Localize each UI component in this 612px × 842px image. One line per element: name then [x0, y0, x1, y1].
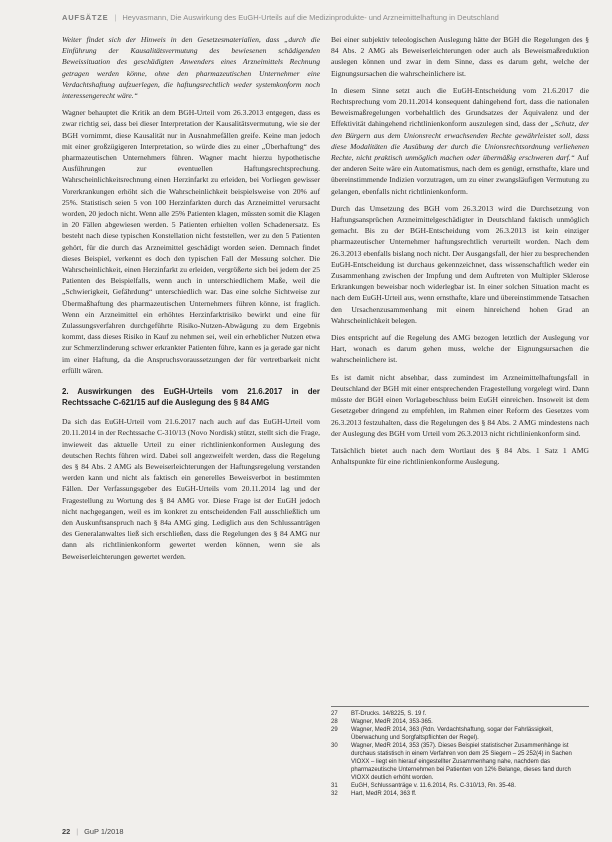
journal-issue: GuP 1/2018: [84, 827, 124, 836]
footnote-text: Wagner, MedR 2014, 353 (357). Dieses Beispiel statistischer Zusammenhänge ist durchaus statistisch in einem Verfahren von dem 25 Siegern – 25 252(4) in Sachen VIOXX – liegt ein hierauf eingestellter Zusammenhang nahe, nachdem das pharmazeutische Unternehmen bei Patienten von 12% Belange, dieses fand durch VIOXX deutlich erhöht worden.: [351, 743, 572, 781]
left-column: [62, 34, 320, 568]
footnote-number: 32: [331, 791, 338, 797]
section-label: AUFSÄTZE: [62, 12, 109, 22]
paragraph-intro: In diesem Sinne setzt auch die EuGH-Entscheidung vom 21.6.2017 die Rechtsprechung vom 20.11.2014 konsequent dahingehend fort, dass die nationalen Beweismaßregelungen vorbehaltlich des Grundsatzes der Äquivalenz und der Effektivität dahingehend richtlinienkonform auszulegen sind, dass der: [331, 85, 589, 129]
footnote-text: Hart, MedR 2014, 363 ff.: [351, 791, 417, 797]
footnote-text: Wagner, MedR 2014, 353-365.: [351, 719, 433, 725]
footnote-number: 29: [331, 727, 338, 733]
right-column: [331, 34, 589, 473]
paragraph: Bei einer subjektiv teleologischen Auslegung hätte der BGH die Regelungen des § 84 Abs. 2 AMG als Beweiserleichterungen oder auch als Beweismaßreduktion auslegen können und zwar in dem Sinne, dass es darum geht, welche der Eignungsursachen die wahrscheinlichere ist.: [331, 35, 589, 78]
paragraph: Es ist damit nicht absehbar, dass zumindest im Arzneimittelhaftungsfall in Deutschland der BGH mit einer entsprechenden Fragestellung vorgelegt wird. Dann müsste der BGH einen Vorlagebeschluss beim EuGH einreichen. Insoweit ist dem Gesetzgeber dringend zu empfehlen, im Rahmen einer Reform des Gesetzes vom 26.3.2013 festzuhalten, dass die Regelungen des § 84 Abs. 2 AMG mindestens nach der Auslegung des BGH vom Urteil vom 26.3.2013 nicht richtlinienkonform sind.: [331, 372, 589, 438]
running-title: Heyvasmann, Die Auswirkung des EuGH-Urteils auf die Medizinprodukte- und Arzneimittelhaftung in Deutschland: [122, 12, 499, 22]
running-header: [62, 10, 582, 24]
block-quote: „Schutz, der den Bürgern aus dem Unionsrecht erwachsenden Rechte gewährleistet soll, dass diese Modalitäten die Ausübung der durch die Unionsrechtsordnung verliehenen Rechte, nicht praktisch unmöglich machen oder übermäßig erschweren darf.“: [331, 119, 589, 163]
footnote: [331, 710, 589, 718]
footnote-text: EuGH, Schlussanträge v. 11.6.2014, Rs. C-310/13, Rn. 35-48.: [351, 783, 516, 789]
paragraph: Weiter findet sich der Hinweis in den Gesetzesmaterialien, dass „durch die Einführung der Kausalitätsvermutung des bewiesenen schädigenden Beweissituation des geschädigten Anwenders eines Arzneimittels Rechnung getragen werden könne, ohne den pharmazeutischen Unternehmer eine Verdachtshaftung aufzuerlegen, die haftungsrechtlich weder systemkonform noch interessengerecht wäre.“: [62, 35, 320, 101]
footnote-number: 30: [331, 743, 338, 749]
paragraph-rest: Auf der anderen Seite wäre ein Automatismus, nach dem es genügt, ernsthafte, klare und übereinstimmende Indizien vorzutragen, um zu einer zwangsläufigen Vermutung zu gelangen, ebenfalls nicht richtlinienkonform.: [331, 153, 589, 196]
paragraph: [331, 85, 589, 197]
footnote: [331, 742, 589, 782]
footnote: [331, 718, 589, 726]
section-heading: 2. Auswirkungen des EuGH-Urteils vom 21.6.2017 in der Rechtssache C-621/15 auf die Auslegung des § 84 AMG: [62, 387, 320, 408]
header-separator: |: [114, 12, 117, 22]
footnote: [331, 782, 589, 790]
footnote-text: Wagner, MedR 2014, 363 (Rdn. Verdachtshaftung, sogar der Fahrlässigkeit, Überwachung und Sorgfaltspflichten der Regel).: [351, 727, 553, 741]
footnote: [331, 726, 589, 742]
footer-separator: |: [76, 827, 79, 836]
page-number: 22: [62, 827, 71, 836]
paragraph: Da sich das EuGH-Urteil vom 21.6.2017 nach auch auf das EuGH-Urteil vom 20.11.2014 in der Rechtssache C-310/13 (Novo Nordisk) stützt, stellt sich die Frage, inwieweit das aktuelle Urteil zu einer richtlinienkonformen Auslegung des deutschen Rechts führen wird. Dabei soll angezweifelt werden, dass die Regelung des § 84 Abs. 2 AMG als Beweiserleichterungen der Haftungsregelung verstanden werden kann und nicht als faktisch ein generelles Beweisverbot in bestimmten Fällen. Der Verfassungsgeber des EuGH-Urteils vom 20.11.2014 lag und der Fragestellung zu Wortung des § 84 AMG vor. Diese Frage ist der EuGH jedoch nicht nachgegangen, weil es im konkret zu entscheidenden Fall ausschließlich um den Auskunftsanspruch nach § 84a AMG ging. Lediglich aus den Schlussanträgen des Generalanwaltes ließ sich erschließen, dass die Regelungen des § 84 AMG nur dann als richtlinienkonform gewertet werden können, wenn sie als Beweiserleichterungen gewertet werden.: [62, 417, 320, 561]
page-footer: [62, 827, 123, 836]
footnote-number: 28: [331, 719, 338, 725]
footnotes: [331, 706, 589, 798]
paragraph: Dies entspricht auf die Regelung des AMG bezogen letztlich der Auslegung vor Hart, wonach es darum gehen muss, welche der Eignungsursachen die wahrscheinlichere ist.: [331, 333, 589, 365]
paragraph: Durch das Umsetzung des BGH vom 26.3.2013 wird die Durchsetzung von Haftungsansprüchen Arzneimittelgeschädigter in Deutschland faktisch unmöglich gemacht. Bis zu der BGH-Entscheidung vom 26.3.2013 ist kein einziger pharmazeutischer Unternehmer haftungsrechtlich verurteilt worden. Nach dem 26.3.2013 ebenfalls bislang noch nicht. Der Ausgangsfall, der hier zu besprechenden EuGH-Entscheidung ist durchaus gekennzeichnet, dass wissenschaftlich weder ein Zusammenhang zwischen der Impfung und dem Auftreten von Multipler Sklerose Erkrankungen beweisbar noch widerlegbar ist. In einer solchen Situation macht es nach dem EuGH-Urteil aus, wenn ernsthafte, klare und übereinstimmende Tatsachen den Ursachenzusammenhang mit einem hinreichend hohen Grad an Wahrscheinlichkeit belegen.: [331, 203, 589, 325]
footnote-text: BT-Drucks. 14/8225, S. 19 f.: [351, 711, 427, 717]
paragraph: Tatsächlich bietet auch nach dem Wortlaut des § 84 Abs. 1 Satz 1 AMG Anhaltspunkte für eine richtlinienkonforme Auslegung.: [331, 445, 589, 467]
paragraph: Wagner behauptet die Kritik an dem BGH-Urteil vom 26.3.2013 entgegen, dass es zwar richtig sei, dass bei dieser Interpretation der Kausalitätsvermutung, wie sie der BGH vornimmt, diese Kausalität nur in Ausnahmefällen greife. Keine man jedoch mit einer großzügigeren Interpretation, so würde dies zu einer „Überhaftung“ des pharmazeutischen Unternehmers führen. Wagner macht hierzu hypothetische Ausführungen zur eventuellen Haftungsrechtsprechung. Wahrscheinlichkeitsrechnung einen Herzinfarkt zu erleiden, bei Vorliegen gewisser Vorerkrankungen erhöht sich die Wahrscheinlichkeit beispielsweise von 20% auf 25%. Statistisch seien 5 von 100 Herzinfarkten durch das Arzneimittel verursacht worden, 20 jedoch nicht. Wenn alle 25% Patienten klagen, müssten somit die Klagen in 20 Fällen abgewiesen werden. 5 Patienten erhielten vollen Schadenersatz. Es besteht nach diese typischen Konstellation nicht feststellen, wer zu den 5 Patienten gehört, für die durch das Arzneimittel geschädigt worden seien. Demnach findet dieses Beispiel, verkennt es doch den typischen Fall der Messung solcher. Die Wahrscheinlichkeit, einen Herzinfarkt zu erleiden, vergrößerte sich bei jedem der 25 Patienten des Beispielfalls, wenn auch in unterschiedlichem Maße, weil die „Schwierigkeit, Gefährdung“ unterschiedlich war. Das eine solche Sichtweise zur Übermaßhaftung des pharmazeutischen Unternehmers führen könne, ist fraglich. Wenn ein Arzneimittel ein erhöhtes Herzinfarktrisiko bewirkt und eine für Zulassungsverfahren durchgeführte Risiko-Nutzen-Abwägung zu dem Ergebnis kommt, dass dieses Risiko in Kauf zu nehmen sei, weil ein erheblicher Nutzen etwa zur Schmerzlinderung schwer erkrankter Patienten führe, kann es ja gerade gar nicht im einer Haftung, da die Anspruchsvoraussetzungen der für vertretbarkeit nicht erfüllt wären.: [62, 108, 321, 375]
footnote-number: 27: [331, 711, 338, 717]
footnote: [331, 790, 589, 798]
footnote-number: 31: [331, 783, 338, 789]
